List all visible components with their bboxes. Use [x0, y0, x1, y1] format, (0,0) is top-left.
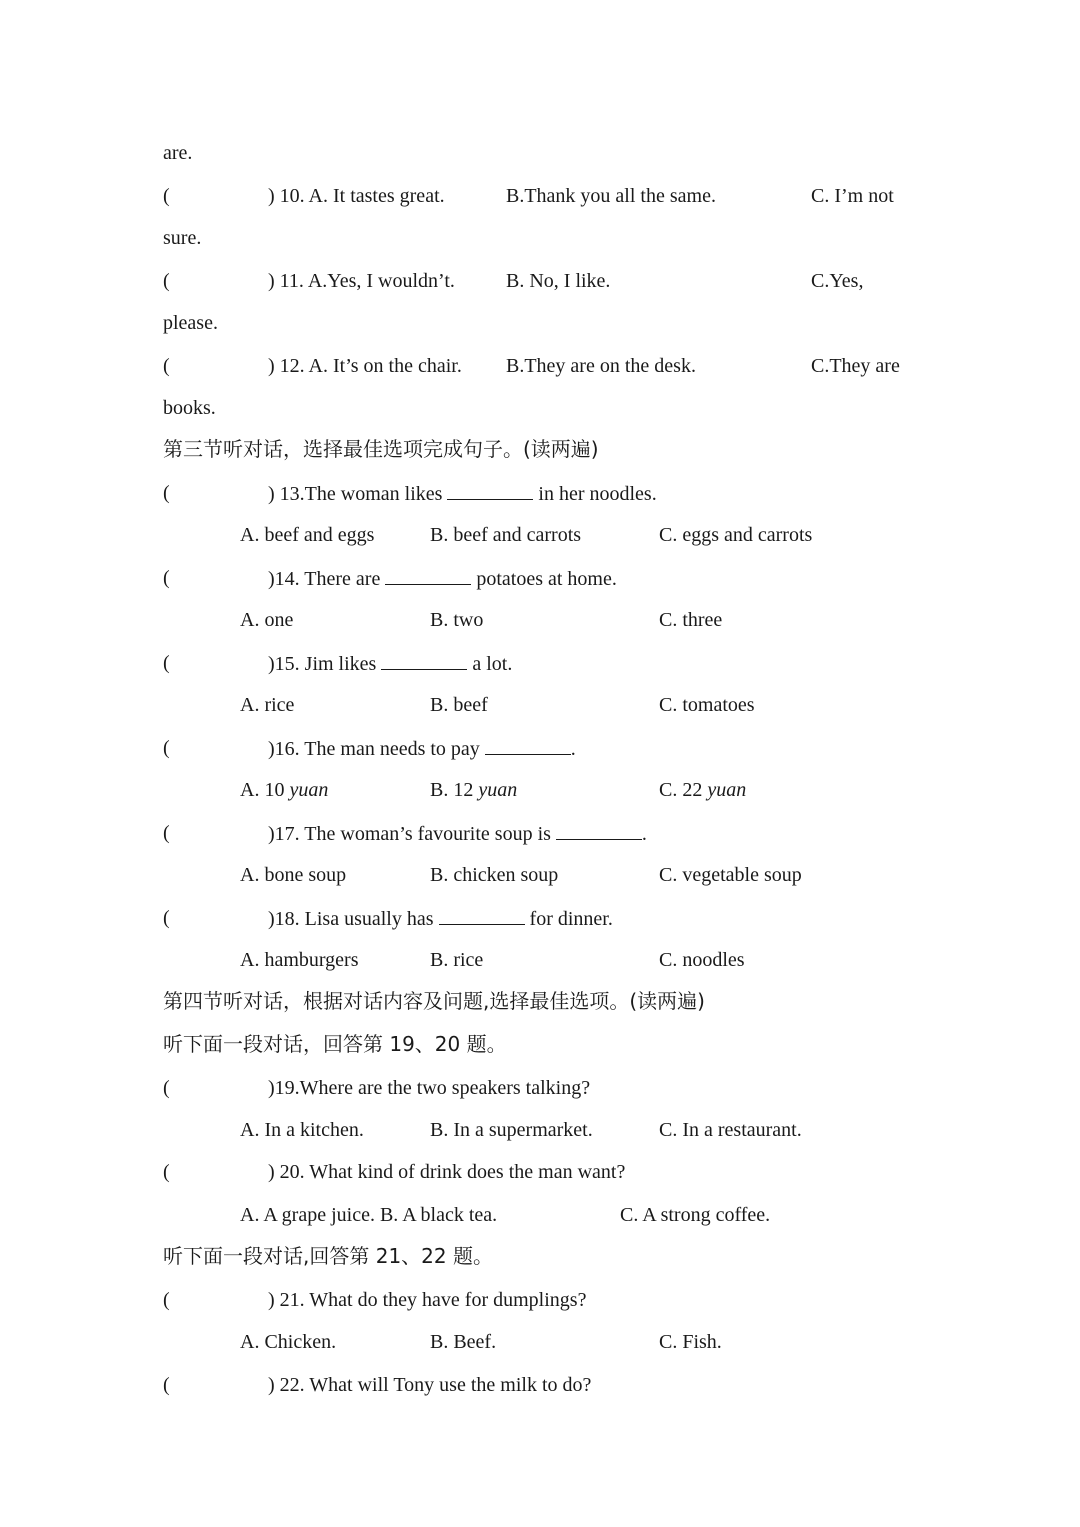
question-12-option-c: C.They are	[811, 355, 900, 377]
question-21-option-a: A. Chicken.	[240, 1331, 337, 1353]
answer-paren: (	[163, 355, 170, 377]
answer-paren: (	[163, 270, 170, 292]
question-16-option-b	[430, 780, 517, 800]
question-18-text-after: for dinner.	[529, 908, 613, 930]
answer-paren: (	[163, 1077, 170, 1099]
option-c-amount: C. 22	[659, 779, 703, 801]
option-b-amount: B. 12	[430, 779, 474, 801]
question-21-option-b: B. Beef.	[430, 1331, 497, 1353]
question-10-continuation: sure.	[163, 227, 202, 249]
question-11-option-b: B. No, I like.	[506, 270, 611, 292]
question-10-option-c: C. I’m not	[811, 185, 894, 207]
question-14-stem	[268, 568, 617, 589]
question-13-stem	[268, 483, 657, 504]
question-20-stem: ) 20. What kind of drink does the man want?	[268, 1161, 626, 1183]
section-3-heading: 第三节听对话，选择最佳选项完成句子。(读两遍)	[163, 437, 599, 461]
question-15-option-a: A. rice	[240, 694, 295, 716]
question-14-option-b: B. two	[430, 609, 484, 631]
question-19-option-c: C. In a restaurant.	[659, 1119, 802, 1141]
question-17-text-after: .	[641, 823, 647, 845]
dialogue-group-1-intro: 听下面一段对话，回答第 19、20 题。	[163, 1032, 507, 1056]
question-13-option-b: B. beef and carrots	[430, 524, 582, 546]
question-16-text-after: .	[570, 738, 576, 760]
question-9-continuation: are.	[163, 142, 193, 164]
question-15-text-after: a lot.	[472, 653, 513, 675]
answer-paren: (	[163, 1374, 170, 1396]
answer-paren: (	[163, 737, 170, 759]
question-15-stem	[268, 653, 512, 674]
question-20-options-a-b: A. A grape juice. B. A black tea.	[240, 1204, 498, 1226]
question-11-continuation: please.	[163, 312, 218, 334]
answer-paren: (	[163, 185, 170, 207]
answer-paren: (	[163, 822, 170, 844]
question-13-text-after: in her noodles.	[538, 483, 657, 505]
answer-paren: (	[163, 567, 170, 589]
question-18-stem	[268, 908, 613, 929]
question-10-option-a: ) 10. A. It tastes great.	[268, 185, 445, 207]
question-15-text-before: )15. Jim likes	[268, 653, 377, 675]
question-19-option-b: B. In a supermarket.	[430, 1119, 593, 1141]
question-14-option-a: A. one	[240, 609, 294, 631]
question-13-option-a: A. beef and eggs	[240, 524, 375, 546]
answer-blank	[556, 823, 642, 840]
option-a-amount: A. 10	[240, 779, 285, 801]
question-18-option-b: B. rice	[430, 949, 484, 971]
answer-paren: (	[163, 1289, 170, 1311]
question-12-option-b: B.They are on the desk.	[506, 355, 696, 377]
answer-blank	[385, 568, 471, 585]
question-14-text-after: potatoes at home.	[476, 568, 617, 590]
answer-blank	[447, 483, 533, 500]
currency-unit: yuan	[707, 779, 747, 801]
question-17-option-c: C. vegetable soup	[659, 864, 802, 886]
answer-blank	[381, 653, 467, 670]
question-16-option-a	[240, 780, 328, 800]
question-17-option-b: B. chicken soup	[430, 864, 559, 886]
question-13-option-c: C. eggs and carrots	[659, 524, 813, 546]
question-17-text-before: )17. The woman’s favourite soup is	[268, 823, 551, 845]
question-19-option-a: A. In a kitchen.	[240, 1119, 364, 1141]
question-18-text-before: )18. Lisa usually has	[268, 908, 434, 930]
question-16-stem	[268, 738, 576, 759]
answer-paren: (	[163, 482, 170, 504]
question-12-continuation: books.	[163, 397, 216, 419]
question-18-option-a: A. hamburgers	[240, 949, 359, 971]
question-15-option-b: B. beef	[430, 694, 488, 716]
question-13-text-before: ) 13.The woman likes	[268, 483, 443, 505]
question-12-option-a: ) 12. A. It’s on the chair.	[268, 355, 462, 377]
question-16-option-c	[659, 780, 746, 800]
answer-paren: (	[163, 1161, 170, 1183]
answer-blank	[439, 908, 525, 925]
currency-unit: yuan	[289, 779, 329, 801]
answer-blank	[485, 738, 571, 755]
question-14-option-c: C. three	[659, 609, 723, 631]
section-4-heading: 第四节听对话，根据对话内容及问题,选择最佳选项。(读两遍)	[163, 989, 705, 1013]
answer-paren: (	[163, 907, 170, 929]
question-11-option-a: ) 11. A.Yes, I wouldn’t.	[268, 270, 455, 292]
question-11-option-c: C.Yes,	[811, 270, 864, 292]
question-19-stem: )19.Where are the two speakers talking?	[268, 1077, 591, 1099]
answer-paren: (	[163, 652, 170, 674]
question-21-option-c: C. Fish.	[659, 1331, 722, 1353]
question-10-option-b: B.Thank you all the same.	[506, 185, 716, 207]
question-17-stem	[268, 823, 647, 844]
question-21-stem: ) 21. What do they have for dumplings?	[268, 1289, 587, 1311]
dialogue-group-2-intro: 听下面一段对话,回答第 21、22 题。	[163, 1244, 493, 1268]
question-18-option-c: C. noodles	[659, 949, 745, 971]
question-14-text-before: )14. There are	[268, 568, 381, 590]
question-20-option-c: C. A strong coffee.	[620, 1204, 771, 1226]
currency-unit: yuan	[478, 779, 518, 801]
question-16-text-before: )16. The man needs to pay	[268, 738, 480, 760]
question-15-option-c: C. tomatoes	[659, 694, 755, 716]
question-22-stem: ) 22. What will Tony use the milk to do?	[268, 1374, 592, 1396]
question-17-option-a: A. bone soup	[240, 864, 347, 886]
